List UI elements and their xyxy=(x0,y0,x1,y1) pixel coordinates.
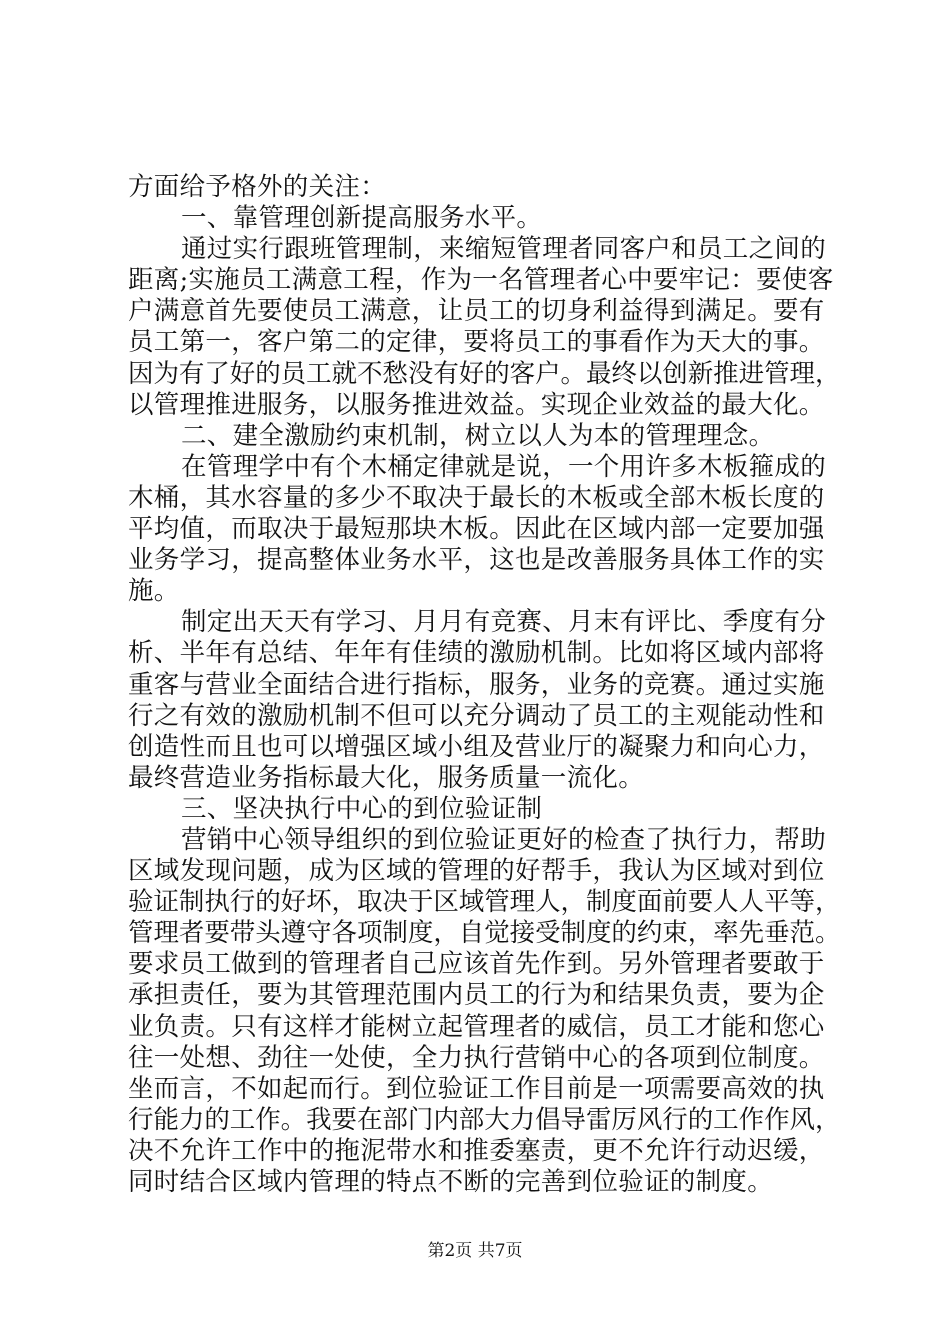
text-line: 因为有了好的员工就不愁没有好的客户。最终以创新推进管理， xyxy=(128,358,841,389)
page-number-footer: 第2页 共7页 xyxy=(427,1241,523,1261)
text-line: 坐而言，不如起而行。到位验证工作目前是一项需要高效的执 xyxy=(128,1073,825,1104)
text-line: 行之有效的激励机制不但可以充分调动了员工的主观能动性和 xyxy=(128,700,825,731)
text-line: 区域发现问题，成为区域的管理的好帮手，我认为区域对到位 xyxy=(128,856,825,887)
text-line: 木桶，其水容量的多少不取决于最长的木板或全部木板长度的 xyxy=(128,482,825,513)
text-line: 通过实行跟班管理制，来缩短管理者同客户和员工之间的 xyxy=(181,234,827,265)
text-line: 要求员工做到的管理者自己应该首先作到。另外管理者要敢于 xyxy=(128,949,825,980)
text-line: 三、坚决执行中心的到位验证制 xyxy=(181,793,543,824)
text-line: 一、靠管理创新提高服务水平。 xyxy=(181,203,543,234)
text-line: 员工第一，客户第二的定律，要将员工的事看作为天大的事。 xyxy=(128,327,825,358)
text-line: 在管理学中有个木桶定律就是说，一个用许多木板箍成的 xyxy=(181,451,827,482)
text-line: 平均值，而取决于最短那块木板。因此在区域内部一定要加强 xyxy=(128,514,825,545)
text-line: 距离;实施员工满意工程，作为一名管理者心中要牢记：要使客 xyxy=(128,265,834,296)
text-line: 承担责任，要为其管理范围内员工的行为和结果负责，要为企 xyxy=(128,980,825,1011)
text-line: 以管理推进服务，以服务推进效益。实现企业效益的最大化。 xyxy=(128,389,825,420)
text-line: 同时结合区域内管理的特点不断的完善到位验证的制度。 xyxy=(128,1167,774,1197)
text-line: 业负责。只有这样才能树立起管理者的威信，员工才能和您心 xyxy=(128,1011,825,1042)
text-line: 决不允许工作中的拖泥带水和推委塞责，更不允许行动迟缓， xyxy=(128,1135,825,1166)
text-line: 方面给予格外的关注： xyxy=(128,172,387,202)
text-line: 二、建全激励约束机制，树立以人为本的管理理念。 xyxy=(181,420,775,451)
text-line: 业务学习，提高整体业务水平，这也是改善服务具体工作的实 xyxy=(128,545,825,576)
text-line: 制定出天天有学习、月月有竞赛、月末有评比、季度有分 xyxy=(181,607,827,638)
text-line: 行能力的工作。我要在部门内部大力倡导雷厉风行的工作作风， xyxy=(128,1104,841,1135)
text-line: 重客与营业全面结合进行指标，服务，业务的竞赛。通过实施 xyxy=(128,669,825,700)
body-text xyxy=(128,172,840,1198)
text-line: 营销中心领导组织的到位验证更好的检查了执行力，帮助 xyxy=(181,824,827,855)
text-line: 最终营造业务指标最大化，服务质量一流化。 xyxy=(128,762,645,793)
text-line: 管理者要带头遵守各项制度，自觉接受制度的约束，率先垂范。 xyxy=(128,918,841,949)
text-line: 创造性而且也可以增强区域小组及营业厅的凝聚力和向心力， xyxy=(128,731,825,762)
text-line: 验证制执行的好坏，取决于区域管理人，制度面前要人人平等， xyxy=(128,887,841,918)
text-line: 析、半年有总结、年年有佳绩的激励机制。比如将区域内部将 xyxy=(128,638,825,669)
text-line: 户满意首先要使员工满意，让员工的切身利益得到满足。要有 xyxy=(128,296,825,327)
text-line: 施。 xyxy=(128,576,180,607)
text-line: 往一处想、劲往一处使，全力执行营销中心的各项到位制度。 xyxy=(128,1042,825,1073)
